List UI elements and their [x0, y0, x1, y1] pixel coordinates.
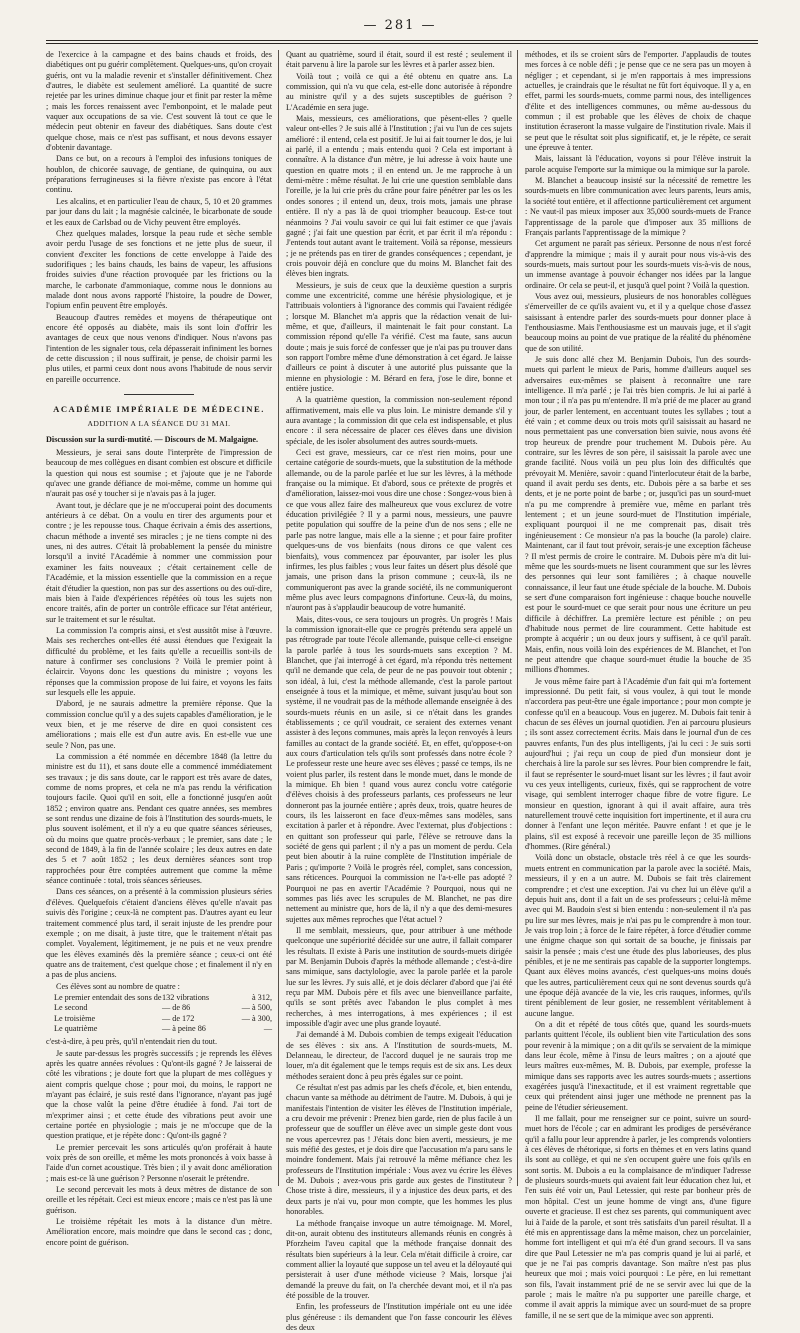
result-count: 132 vibrations: [162, 992, 210, 1002]
header-rule-top: [46, 40, 758, 41]
paragraph: On a dit et répété de tous côtés que, quand les sourds-muets parlants quittent l'école, ils oublient bien vite l'articulation des sons pour revenir à la mimique ; on a dit qu'ils se servaient de la mimique dans leur école, même à l'insu de leurs maîtres ; on a ajouté que leurs maîtres eux-mêmes, M. B. Dubois, par exemple, professe la mimique dans ses rapports avec les autres sourds-muets ; assertions exagérées jusqu'à l'inexactitude, et il est vraiment regrettable que ceux qui prétendent ainsi juger une méthode ne prennent pas la peine de l'étudier sérieusement.: [525, 1019, 751, 1112]
paragraph: Mais, dites-vous, ce sera toujours un progrès. Un progrès ! Mais la commission ignorait-elle que ce progrès prétendu sera appelé un pas rétrograde par toute l'école allemande, puisque celle-ci enseigne la parole parlée à tous les sourds-muets sans exception ? M. Blanchet, que j'ai interrogé à cet égard, m'a répondu très nettement qu'il ne demande que cela, de peur de ne pas pouvoir tout obtenir ; son idéal, à lui, c'est la méthode allemande, c'est la parole partout enseignée à tous et la mimique, et même, suivant jusqu'au bout son système, il ne voudrait pas de la méthode allemande enseignée à des sourds-muets réunis en un asile, si ce n'était dans les grandes établissements ; ce qu'il voudrait, ce seraient des externes venant assister à des leçons communes, mais après la leçon renvoyés à leurs familles au contact de la grande société. Et, en effet, qu'oppose-t-on aux cours d'articulation tels qu'ils sont professés dans notre école ? Le professeur reste une heure avec ses élèves ; passé ce temps, ils ne voient plus parler, ils restent dans le monde muet, dans le monde de la mimique. Eh bien ! quand vous aurez conclu votre catégorie d'élèves choisis à des professeurs parlants, ces professeurs ne leur donneront pas la journée entière ; après deux, trois, quatre heures de cours, ils les laisseront en face d'eux-mêmes sans modèles, sans excitation à parler et à répondre. Avec l'externat, plus d'objections : en quittant son professeur qui parle, l'élève se retrouve dans la société de gens qui parlent ; il n'y a pas un moment de perdu. Cela peut bien aboutir à la ruine complète de l'Institution impériale de Paris ; qu'importe ? Voilà le progrès réel, complet, sans concession, sans réticences. Pourquoi la commission ne l'a-t-elle pas adopté ? Pourquoi ne pas en avertir l'Académie ? Pourquoi, nous qui ne sommes pas liés avec les scrupules de M. Blanchet, ne pas dire nettement au ministre que, hors de là, il n'y a que des demi-mesures sujettes aux mêmes reproches que l'état actuel ?: [286, 614, 512, 924]
section-subtitle: ADDITION A LA SÉANCE DU 31 MAI.: [87, 419, 231, 429]
paragraph: Ce résultat n'est pas admis par les chefs d'école, et, bien entendu, chacun vante sa méthode au détriment de l'autre. M. Dubois, à qui je manifestais l'intention de visiter les élèves de l'Institution impériale, a cru devoir me prévenir : Prenez bien garde, rien de plus facile à un professeur que de souffler un élève avec un simple geste dont vous ne vous apercevrez pas ! J'étais donc bien averti, messieurs, je me suis méfié des gestes, et je dois dire que l'accusation m'a paru sans le moindre fondement. Mais j'ai retrouvé la même méfiance chez les professeurs de l'Institution impériale : Vous avez vu écrire les élèves de M. Dubois ; avez-vous pris garde aux gestes de l'instituteur ? Chose triste à dire, messieurs, il y a injustice des deux parts, et des deux parts je n'ai vu, pour mon compte, que les hommes les plus honorables.: [286, 1083, 512, 1217]
hearing-results-list: [54, 993, 272, 1034]
paragraph: c'est-à-dire, à peu près, qu'il n'entendait rien du tout.: [46, 1037, 218, 1047]
paragraph: Voilà tout ; voilà ce qui a été obtenu en quatre ans. La commission, qui n'a vu que cela, est-elle donc autorisée à répondre au ministre qu'il y a des sujets susceptibles de guérison ? L'Académie en sera juge.: [286, 71, 512, 112]
result-count: — de 86: [162, 1003, 191, 1013]
paragraph: Messieurs, je suis de ceux que la deuxième question a surpris comme une excentricité, comme une hérésie physiologique, et je l'attribuais volontiers à l'ignorance des commis qui l'avaient rédigée ; lorsque M. Blanchet m'a appris que la rédaction venait de lui-même, et que, d'ailleurs, il maintenait le fait pour constant. La commission répond qu'elle l'a vérifié. C'est ma faute, sans aucun doute ; mais je suis forcé de confesser que je n'ai pas pu trouver dans son rapport l'ombre même d'une démonstration à cet égard. Je laisse d'ailleurs ce point à discuter à une autorité plus puissante que la mienne en physiologie : M. Bérard en fera, j'ose le dire, bonne et entière justice.: [286, 280, 512, 393]
paragraph: Vous avez oui, messieurs, plusieurs de nos honorables collègues s'émerveiller de ce qu'ils avaient vu, et il y a quelque chose d'assez saisissant à entendre parler des sourds-muets pour donner place à l'enthousiasme. Mais l'enthousiasme est un mauvais juge, et il s'agit beaucoup moins au point de vue pratique de la réalité du phénomène que de son utilité.: [525, 291, 751, 353]
result-rank: Le second: [54, 1003, 88, 1013]
paragraph: Mais, messieurs, ces améliorations, que pèsent-elles ? quelle valeur ont-elles ? Je suis allé à l'Institution ; j'ai vu l'un de ces sujets amélioré : il entend, cela est positif. Je lui ai fait tourner le dos, je lui ai parlé, il a entendu ; mais entendu quoi ? Cela est important à connaître. A la distance d'un mètre, je lui adresse à voix haute une question en quatre mots ; il en entend un. Je me rapproche à un demi-mètre : même résultat. Je lui crie une question semblable dans l'oreille, je la lui crie près du crâne pour faire pénétrer par les os les ondes sonores ; il entend un, deux, trois mots, jamais une phrase entière. Il n'y a pas là de quoi triompher beaucoup. Est-ce tout néanmoins ? J'ai voulu savoir ce qui lui fait estimer ce que j'avais gagné ; j'ai fait une question par écrit, et par écrit il m'a répondu : J'entends tout autant avant le traitement. Voilà sa réponse, messieurs ; je ne prétends pas en tirer de grandes conséquences ; cependant, je crois pouvoir déjà en conclure que du moins M. Blanchet fait des élèves bien ingrats.: [286, 114, 512, 279]
result-count: — à peine 86: [162, 1023, 206, 1033]
paragraph: La commission l'a compris ainsi, et s'est aussitôt mise à l'œuvre. Mais ses recherches ont-elles été aussi étendues que l'exigeait la difficulté du problème, et les faits qu'elle a recueillis sont-ils de nature à confirmer ses conclusions ? Voilà le premier point à éclaircir. Voyons donc les questions du ministre ; voyons les réponses que la commission propose de lui faire, et voyons les faits sur lesquels elle les appuie.: [46, 625, 272, 697]
discussion-heading-text: Discussion sur la surdi-mutité. — Discours de M. Malgaigne.: [46, 434, 259, 444]
header-rule-bottom: [46, 43, 758, 44]
section-divider: [124, 394, 194, 395]
paragraph: Ceci est grave, messieurs, car ce n'est rien moins, pour une certaine catégorie de sourds-muets, que la substitution de la méthode allemande, ou de la parole parlée et lue sur les lèvres, à la méthode française ou la mimique. Et d'abord, sous ce prétexte de progrès et d'amélioration, laissez-moi vous dire une chose : Songez-vous bien à ce que vous allez faire des malheureux que vous exclurez de votre éducation privilégiée ? Il y a parmi nous, messieurs, une pauvre petite population qui souffre de la peine d'un de nos sens ; elle ne parle pas notre langue, mais elle a la sienne ; et pour faire profiter quelques-uns de vos bienfaits (nous dirons ce que valent ces bienfaits), vous commencez par épouvanter, par isoler les plus infirmes, les plus faibles ; vous leur faites un désert plus désolé que jamais, une prison dans la prison commune ; ceux-là, ils ne communiqueront pas avec la grande société, ils ne communiqueront même plus avec leurs compagnons d'infortune. Ceux-là, du moins, n'auront pas à s'applaudir beaucoup de votre humanité.: [286, 448, 512, 613]
result-count: — de 172: [162, 1013, 195, 1023]
paragraph: Cet argument ne paraît pas sérieux. Personne de nous n'est forcé d'apprendre la mimique ; mais il y aurait pour nous vis-à-vis des sourds-muets, mais surtout pour les sourds-muets vis-à-vis de nous, un immense avantage à pouvoir échanger nos idées par la langue ordinaire. Or cela se peut-il, et jusqu'à quel point ? Voilà la question.: [525, 239, 751, 290]
paragraph: Enfin, les professeurs de l'Institution impériale ont eu une idée plus généreuse : ils demandent que l'on fasse concourir les élèves des deux: [286, 1302, 512, 1332]
discussion-heading: [46, 435, 272, 445]
column-1: [46, 50, 272, 1247]
paragraph: Messieurs, je serai sans doute l'interprète de l'impression de beaucoup de mes collègues en disant combien est obscure et difficile la question qui nous est soumise ; et j'ajoute que je ne l'aborde qu'avec une grande défiance de moi-même, comme un homme qui n'aurait pas osé y toucher si je n'avais pas à la juger.: [46, 448, 272, 499]
paragraph: Ces élèves sont au nombre de quatre :: [56, 981, 180, 991]
list-item: [54, 1003, 272, 1013]
paragraph: A la quatrième question, la commission non-seulement répond affirmativement, mais elle va plus loin. Le ministre demande s'il y aura avantage ; la commission dit que cela est indispensable, et plus encore : il sera nécessaire de placer ces élèves dans une division spéciale, de les isoler absolument des autres sourds-muets.: [286, 395, 512, 446]
result-value: — à 500,: [241, 1003, 272, 1013]
result-value: —: [263, 1023, 272, 1033]
result-rank: Le quatrième: [54, 1023, 98, 1033]
column-3: [525, 50, 751, 1320]
paragraph: de l'exercice à la campagne et des bains chauds et froids, des diabétiques ont pu guérir complètement. Quelques-uns, qu'on croyait guéris, ont vu la maladie revenir et s'installer définitivement. Chez d'autres, le diabète est seulement amélioré. La quantité de sucre rejetée par les urines diminue chaque jour et finit par rester la même ; mais les forces renaissent avec l'embonpoint, et le malade peut vaquer aux occupations de sa vie. C'est souvent là tout ce que le médecin peut obtenir en faveur des diabétiques. Sans doute c'est quelque chose, mais ce n'est pas suffisant, et nous devons essayer d'obtenir davantage.: [46, 50, 272, 153]
paragraph: Le second percevait les mots à deux mètres de distance de son oreille et les répétait. Ceci est mieux encore ; mais ce n'est pas là une guérison.: [46, 1185, 272, 1215]
paragraph: Il me fallait, pour me renseigner sur ce point, suivre un sourd-muet hors de l'école ; car en admirant les prodiges de persévérance qu'il a fallu pour leur apprendre à parler, je les comprends volontiers à ces élèves de rhétorique, si forts en thèmes et en vers latins quand ils sont au collège, et qui ne s'en occupent guère une fois qu'ils en sont sortis. M. Dubois a eu la complaisance de m'indiquer l'adresse de plusieurs sourds-muets qui avaient fait leur éducation chez lui, et l'en suis été voir un, Paul Letessier, qui reste par bonheur près de mon hôpital. C'est un jeune homme de vingt ans, d'une figure ouverte et gracieuse. Il est chez ses parents, qui communiquent avec lui à l'aide de la parole, et sont très satisfaits d'un pareil résultat. Il a été mis en apprentissage dans la même maison, chez un porcelainier, homme fort intelligent et qui m'a été d'un grand secours. Il va sans dire que Paul Letessier ne m'a pas compris quand je lui ai parlé, et que je ne l'ai pas compris davantage. Son maître n'est pas plus heureux que moi ; mais voici pourquoi : Le père, en lui remettant son fils, l'avait instamment prié de ne se servir avec lui que de la parole ; mais le maître n'a pu supporter une pareille charge, et comme il avait appris la mimique avec un sourd-muet de sa propre famille, il ne se sert que de la mimique avec son apprenti.: [525, 1114, 751, 1320]
paragraph: méthodes, et ils se croient sûrs de l'emporter. J'applaudis de toutes mes forces à ce noble défi ; je pense que ce ne sera pas un moyen à négliger ; et cependant, si je m'en rapportais à mes impressions actuelles, je craindrais que le résultat ne fût fort équivoque. Il y a, en effet, parmi les sourds-muets, comme parmi nous, des intelligences d'élite et des intelligences communes, ou même au-dessous du commun ; il est probable que les élèves de choix de chaque institution écraseront la masse vulgaire de l'institution rivale. Mais il se peut que le résultat soit plus significatif, et, je le répète, ce serait une épreuve à tenter.: [525, 50, 751, 153]
list-item: [54, 1024, 272, 1034]
paragraph: Dans ce but, on a recours à l'emploi des infusions toniques de houblon, de chicorée sauvage, de gentiane, de quinquina, ou aux préparations ferrugineuses si la fièvre n'existe pas encore à l'état continu.: [46, 154, 272, 195]
paragraph: La méthode française invoque un autre témoignage. M. Morel, dit-on, aurait obtenu des instituteurs allemands réunis en congrès à Pforzheim l'aveu capital que la méthode française donnait des résultats bien supérieurs à la leur. Cela m'était difficile à croire, car comment allier la loyauté que suppose un tel aveu et la déloyauté qui persisterait à user d'une méthode vicieuse ? Mais, lorsque j'ai demandé la preuve du fait, on l'a cherchée devant moi, et il n'a pas été possible de la trouver.: [286, 1218, 512, 1300]
paragraph: Dans ces séances, on a présenté à la commission plusieurs séries d'élèves. Quelquefois c'étaient d'anciens élèves qu'elle n'avait pas suivis dès l'origine ; ceux-là ne comptent pas. D'autres ayant eu leur traitement commencé plus tard, il serait injuste de les prendre pour exemple ; on me disait, à juste titre, que le traitement n'était pas complet. Voyalement, légitimement, je ne puis et ne veux prendre que les élèves examinés dès la première séance ; ceux-ci ont été quatre ans de traitement, c'est quelque chose ; et finalement il n'y en a pas de plus anciens.: [46, 887, 272, 980]
paragraph: J'ai demandé à M. Dubois combien de temps exigeait l'éducation de ses élèves : six ans. A l'Institution de sourds-muets, M. Delanneau, le directeur, de l'accord duquel je ne saurais trop me louer, m'a dit également que le temps requis est de six ans. Les deux méthodes seraient donc à peu près égales sur ce point.: [286, 1030, 512, 1081]
result-value: à 312,: [251, 992, 272, 1002]
column-separator-2: [517, 50, 518, 1186]
list-item: [54, 993, 272, 1003]
paragraph: Beaucoup d'autres remèdes et moyens de thérapeutique ont encore été opposés au diabète, mais ils sont loin d'offrir les avantages de ceux que nous venons d'indiquer. Nous n'avons pas l'intention de les signaler tous, cela dépasserait infiniment les bornes de cette discussion ; il nous suffirait, je pense, de choisir parmi les plus utiles, et parmi ceux dont nous avons l'habitude de nous servir en pareille occurrence.: [46, 312, 272, 384]
paragraph: Voilà donc un obstacle, obstacle très réel à ce que les sourds-muets entrent en communication par la parole avec la société. Mais, messieurs, il y en a un autre. M. Dubois se fait très clairement comprendre ; et c'est une exception. J'ai vu chez lui un élève qu'il a depuis huit ans, dont il a fait un de ses professeurs ; celui-là même avec qui M. Baudoin s'est si bien entendu : non-seulement il n'a pas pu lire sur mes lèvres, mais je n'ai pas pu le comprendre à mon tour. Je vais trop loin ; à force de le faire répéter, à force d'étudier comme une énigme chaque son qui sortait de sa bouche, je finissais par saisir la pensée ; mais c'est une étude des plus laborieuses, des plus pénibles, et je ne me sentirais pas capable de la supporter longtemps. Quant aux élèves moins avancés, c'est quelques-uns moins doués que les autres, particulièrement ceux qui ne sont devenus sourds qu'à une époque déjà avancée de la vie, les cris rauques, informes, qu'ils tirent péniblement de leur gosier, ne ressemblent véritablement à aucune langue.: [525, 853, 751, 1018]
paragraph: La commission a été nommée en décembre 1848 (la lettre du ministre est du 11), et sans doute elle a commencé immédiatement ses travaux ; je dis sans doute, car le rapport est très avare de dates, comme de noms propres, et cela ne m'a pas rendu la vérification toujours facile. Quoi qu'il en soit, elle a fonctionné jusqu'en août 1852 ; environ quatre ans. Pendant ces quatre années, ses membres se sont rendus une dizaine de fois à l'Institution des sourds-muets, le plus souvent isolément, et il n'y a eu que quatre séances sérieuses, où du moins que quatre procès-verbaux ; le premier, sans date ; le second de 1849, à la fin de l'année scolaire ; les deux autres en date des 5 et 7 août 1852 ; les deux dernières séances sont trop rapprochées pour être comptées autrement que comme la même séance continuée : total, trois séances sérieuses.: [46, 752, 272, 886]
paragraph: Je suis donc allé chez M. Benjamin Dubois, l'un des sourds-muets qui parlent le mieux de Paris, homme d'ailleurs auquel ses adversaires eux-mêmes se plaisent à reconnaître une rare intelligence. Il m'a parlé ; je l'ai très bien compris. Je lui ai parlé à mon tour ; il n'a pas pu m'entendre. Il m'a prié de me placer au grand jour, de parler lentement, en accentuant toutes les syllabes ; tout a été vain ; et comme deux ou trois mots qu'il saisissait au hasard ne nous permettaient pas une conversation bien suivie, nous avons été trop heureux de prendre pour truchement M. Dubois père. Au contraire, sur les lèvres de son père, il saisissait la parole avec une grande facilité. Nous voilà un peu plus loin des difficultés que prévoyait M. Menière, savoir : quand l'interlocuteur était de la barbe, quand il avait perdu ses dents, etc. Dubois père a sa barbe et ses dents, et je ne porte point de barbe ; or, jusqu'ici pas un sourd-muet n'a pu me comprendre à première vue, même en parlant très lentement ; et un jeune sourd-muet de l'Institution impériale, expliquant pourquoi il ne me comprenait pas, disait très ingénieusement : Ce monsieur n'a pas la bouche (la parole) claire. Maintenant, car il faut tout prévoir, serais-je une exception fâcheuse ? Il m'est permis de croire le contraire. M. Dubois père m'a dit lui-même que les sourds-muets ne lisent couramment que sur les lèvres des personnes qui leur sont familières ; à chaque nouvelle connaissance, il leur faut une étude spéciale de la bouche. M. Dubois se sert d'une comparaison fort ingénieuse : chaque bouche nouvelle est pour le sourd-muet ce que serait pour nous une écriture un peu difficile à déchiffrer. La première lecture est pénible ; on peu d'habitude nous permet de lire couramment. Cette habitude est prompte à acquérir ; un ou deux jours y suffisent, à ce qu'il paraît. Mais, enfin, nous voilà loin des expériences de M. Blanchet, et l'on ne peut attendre que chaque sourd-muet étudie la bouche de 35 millions d'hommes.: [525, 354, 751, 675]
paragraph: Je saute par-dessus les progrès successifs ; je reprends les élèves après les quatre années révolues : Qu'ont-ils gagné ? Je laisserai de côté les vibrations ; je doute fort que la plupart de mes collègues y aient compris quelque chose ; pour moi, du moins, le rapport ne m'ayant pas éclairé, je suis resté dans l'ignorance, n'ayant pas jugé que la chose valût la peine d'être étudiée à fond. J'ai tort de m'exprimer ainsi ; et cette étude des vibrations peut avoir une certaine portée en physiologie ; mais je ne m'occupe que de la question pratique, et je répète donc : Qu'ont-ils gagné ?: [46, 1048, 272, 1141]
paragraph: Chez quelques malades, lorsque la peau rude et sèche semble avoir perdu l'usage de ses fonctions et ne jette plus de sueur, il convient d'exciter les fonctions de cette enveloppe à l'aide des sudorifiques ; les bains chauds, les bains de vapeur, les affusions froides suivies d'une réaction provoquée par les frictions ou la marche, le carbonate d'ammoniaque, comme nous le donnions au malade dont nous avons rapporté l'histoire, la poudre de Dower, l'opium enfin peuvent être employés.: [46, 228, 272, 311]
paragraph: Le premier percevait les sons articulés qu'on proférait à haute voix près de son oreille, et même les mots prononcés à voix basse à l'aide d'un cornet acoustique. Très bien ; il y avait donc amélioration ; mais est-ce là une guérison ? Personne n'oserait le prétendre.: [46, 1142, 272, 1183]
paragraph: Je vous même faire part à l'Académie d'un fait qui m'a fortement impressionné. Du petit fait, si vous voulez, à qui tout le monde n'accordera pas peut-être une égale importance ; pour mon compte je confesse qu'il en a beaucoup. Vous en jugerez. M. Dubois fait tenir à chacun de ses élèves un journal quotidien. J'en ai parcouru plusieurs ; ils sont assez correctement écrits. Mais dans le journal d'un de ces pauvres enfants, l'un des plus intelligents, j'ai lu ceci : Je suis sorti aujourd'hui ; j'ai reçu un coup de pied d'un monsieur dont je cherchais à lire la parole sur ses lèvres. Pour bien comprendre le fait, il faut se représenter le sourd-muet lisant sur les lèvres ; il faut avoir vu ces yeux intelligents, curieux, fixés, qui se rapprochent de votre visage, qui semblent interroger chaque fibre de votre figure. Le monsieur en question, ignorant à qui il avait affaire, aura très naturellement trouvé cette inquisition fort impertinente, et il aura cru donner à l'enfant une leçon méritée. Pauvre enfant ! et que je le plains, s'il est exposé à recevoir une pareille leçon de 35 millions d'hommes. (Rire général.): [525, 676, 751, 852]
paragraph: M. Blanchet a beaucoup insisté sur la nécessité de remettre les sourds-muets en libre communication avec leurs parents, leurs amis, la société tout entière, et il affectionne particulièrement cet argument : Ne vaut-il pas mieux imposer aux 35,000 sourds-muets de France l'apprentissage de la parole que d'imposer aux 35 millions de Français parlants l'apprentissage de la mimique ?: [525, 176, 751, 237]
paragraph: Quant au quatrième, sourd il était, sourd il est resté ; seulement il était parvenu à lire la parole sur les lèvres et à parler assez bien.: [286, 50, 512, 70]
paragraph: Avant tout, je déclare que je ne m'occuperai point des documents antérieurs à ce débat. On a voulu en tirer des arguments pour et contre ; je les repousse tous. Chaque écrivain a émis des assertions, chacun méthode a inventé ses miracles ; je ne tiens compte ni des unes, ni des autres. C'était là probablement la pensée du ministre lorsqu'il a invité l'Académie à nommer une commission pour examiner les faits nouveaux ; c'était certainement celle de l'Académie, et la mission essentielle que la commission en a reçue était d'étudier la question, non pas sur des assertions ou des ouï-dire, mais bien à l'aide d'expériences répétées où tous les sujets non encore traités, afin de porter un contrôle efficace sur l'état antérieur, sur le traitement et sur le résultat.: [46, 500, 272, 624]
page-number: — 281 —: [363, 18, 437, 33]
paragraph: Mais, laissant là l'éducation, voyons si pour l'élève instruit la parole acquise l'emporte sur la mimique ou la mimique sur la parole.: [525, 154, 751, 174]
column-separator-1: [278, 50, 279, 1186]
result-rank: Le troisième: [54, 1013, 96, 1023]
list-item: [54, 1014, 272, 1024]
paragraph: Le troisième répétait les mots à la distance d'un mètre. Amélioration encore, mais moindre que dans le second cas ; donc, encore point de guérison.: [46, 1217, 272, 1247]
result-value: — à 300,: [241, 1013, 272, 1023]
section-title: ACADÉMIE IMPÉRIALE DE MÉDECINE.: [53, 404, 265, 414]
paragraph: Il me semblait, messieurs, que, pour attribuer à une méthode quelconque une supériorité décidée sur une autre, il fallait comparer les résultats. Il existe à Paris une institution de sourds-muets dirigée par M. Benjamin Dubois d'après la méthode allemande ; c'est-à-dire sans mimique, sans dactylologie, avec la parole parlée et la parole lue sur les lèvres. J'y suis allé, et je dois déclarer d'abord que j'ai été reçu par MM. Dubois père et fils avec une bienveillance parfaite, qu'ils se sont prêtés avec l'abandon le plus complet à mes recherches, à mes interrogations, à mes expériences ; il est impossible d'agir avec une plus grande loyauté.: [286, 925, 512, 1028]
column-2: [286, 50, 512, 1332]
result-rank: Le premier entendait des sons de: [54, 992, 162, 1002]
paragraph: D'abord, je ne saurais admettre la première réponse. Que la commission conclue qu'il y a des sujets capables d'amélioration, je le veux bien, et je me réserve de dire en quoi consistent ces améliorations ; mais elle est d'un autre avis. En est-elle vue une seule ? Non, pas une.: [46, 699, 272, 750]
paragraph: Les alcalins, et en particulier l'eau de chaux, 5, 10 et 20 grammes par jour dans du lait ; la magnésie calcinée, le bicarbonate de soude et les eaux de Carlsbad ou de Vichy peuvent être employés.: [46, 196, 272, 227]
